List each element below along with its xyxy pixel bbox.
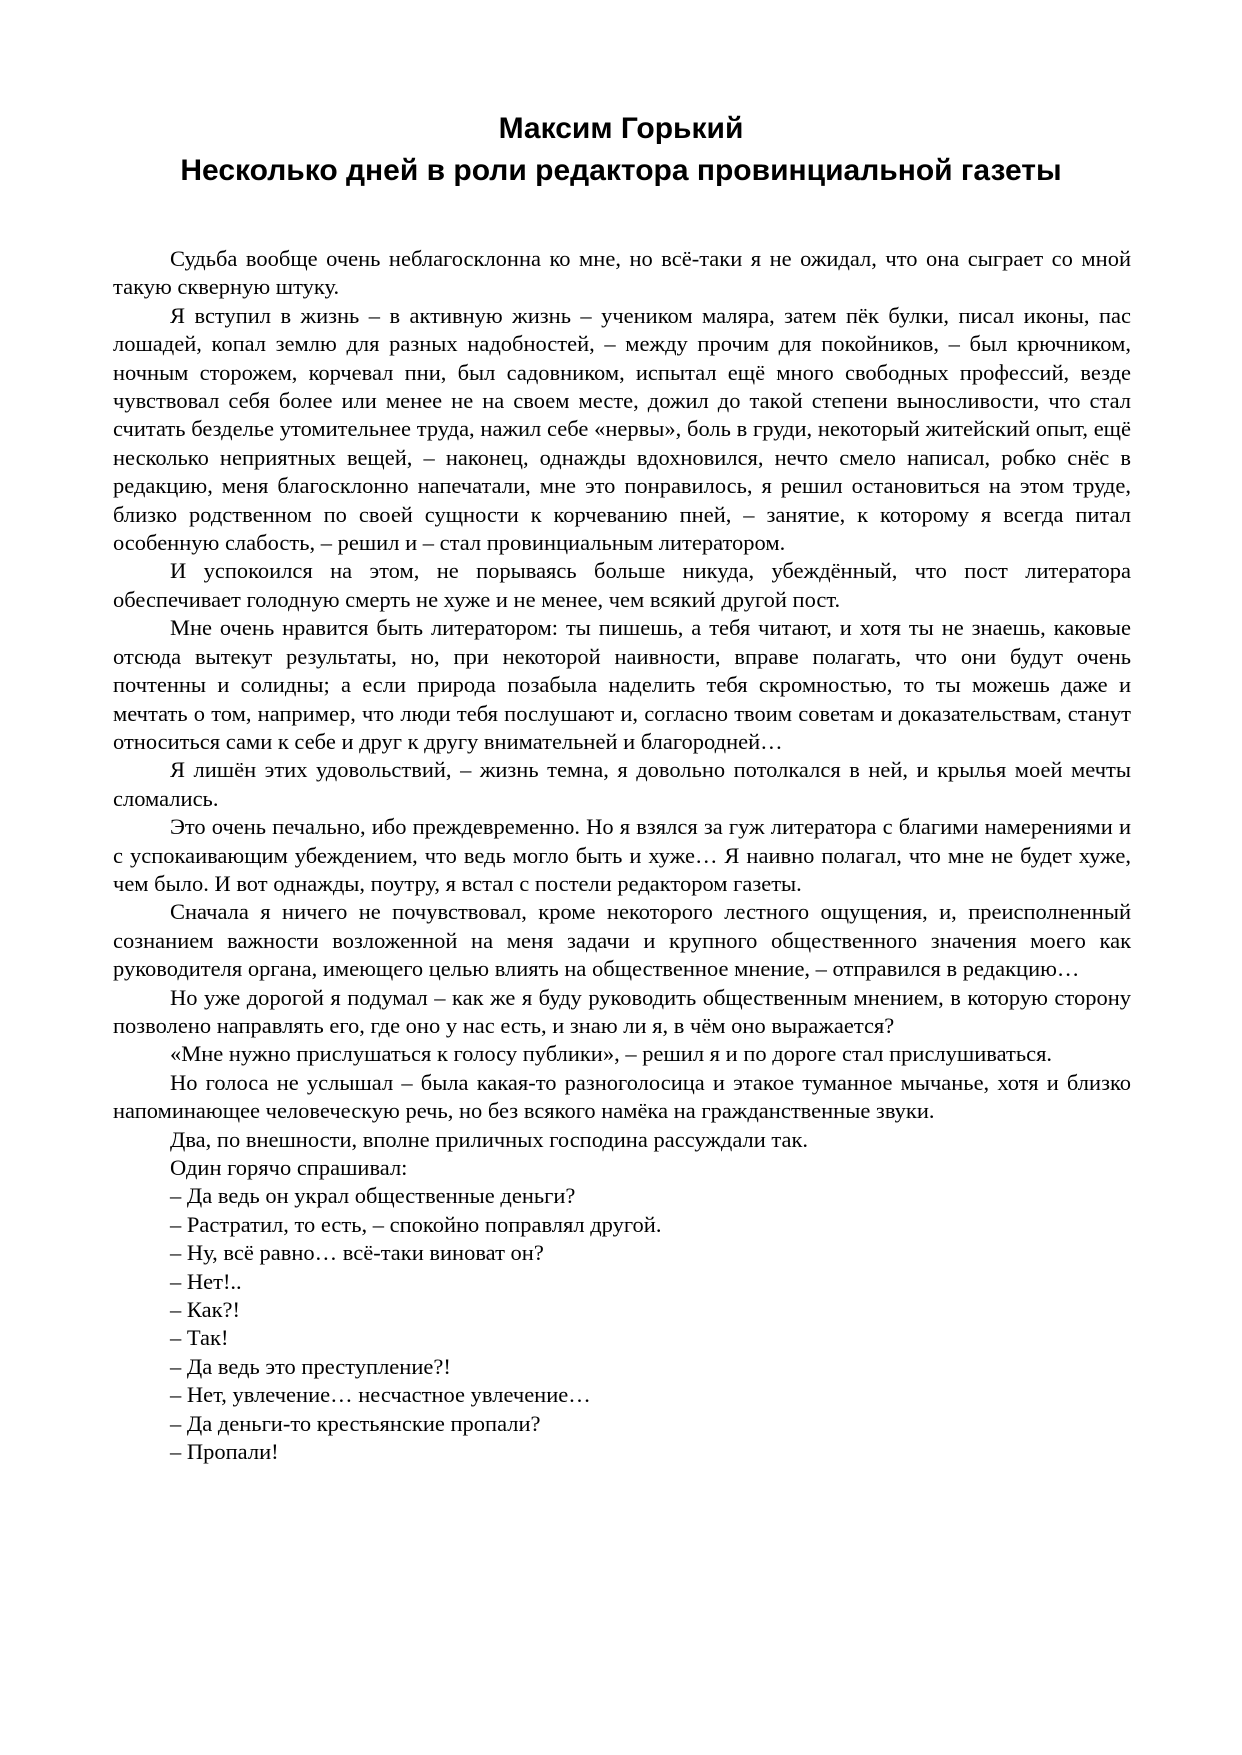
paragraph: Два, по внешности, вполне приличных господина рассуждали так. [170, 1126, 809, 1152]
paragraph: Судьба вообще очень неблагосклонна ко мне, но всё-таки я не ожидал, что она сыграет со мной такую скверную штуку. [113, 246, 1131, 300]
paragraph: Сначала я ничего не почувствовал, кроме некоторого лестного ощущения, и, преисполненный сознанием важности возложенной на меня задачи и крупного общественного значения моего как руководителя органа, имеющего целью влиять на общественное мнение, – отправился в редакцию… [113, 899, 1131, 982]
paragraph: И успокоился на этом, не порываясь больше никуда, убеждённый, что пост литератора обеспечивает голодную смерть не хуже и не менее, чем всякий другой пост. [113, 558, 1131, 612]
dialogue-line: – Нет!.. [170, 1268, 242, 1294]
dialogue-line: – Ну, всё равно… всё-таки виноват он? [170, 1240, 544, 1266]
dialogue-line: – Пропали! [170, 1439, 279, 1465]
dialogue-line: – Растратил, то есть, – спокойно поправлял другой. [170, 1211, 662, 1237]
story-text [113, 245, 1131, 1466]
story-title: Несколько дней в роли редактора провинциальной газеты [180, 154, 1062, 187]
dialogue-line: – Как?! [170, 1297, 240, 1323]
paragraph: Я вступил в жизнь – в активную жизнь – учеником маляра, затем пёк булки, писал иконы, пас лошадей, копал землю для разных надобностей, – между прочим для покойников, – был крючником, ночным сторожем, корчевал пни, был садовником, испытал ещё много свободных профессий, везде чувствовал себя более или менее не на своем месте, дожил до такой степени выносливости, что стал считать безделье утомительнее труда, нажил себе «нервы», боль в груди, некоторый житейский опыт, ещё несколько неприятных вещей, – наконец, однажды вдохновился, нечто смело написал, робко снёс в редакцию, меня благосклонно напечатали, мне это понравилось, я решил остановиться на этом труде, близко родственном по своей сущности к корчеванию пней, – занятие, к которому я всегда питал особенную слабость, – решил и – стал провинциальным литератором. [113, 302, 1131, 556]
dialogue-line: – Нет, увлечение… несчастное увлечение… [170, 1382, 591, 1408]
paragraph: Один горячо спрашивал: [170, 1155, 408, 1180]
dialogue-line: – Да ведь он украл общественные деньги? [170, 1183, 576, 1209]
dialogue-line: – Так! [170, 1325, 229, 1351]
paragraph: Это очень печально, ибо преждевременно. Но я взялся за гуж литератора с благими намерениями и с успокаивающим убеждением, что ведь могло быть и хуже… Я наивно полагал, что мне не будет хуже, чем было. И вот однажды, поутру, я встал с постели редактором газеты. [113, 814, 1131, 896]
paragraph: Но голоса не услышал – была какая-то разноголосица и этакое туманное мычанье, хотя и близко напоминающее человеческую речь, но без всякого намёка на гражданственные звуки. [113, 1069, 1131, 1124]
dialogue-line: – Да деньги-то крестьянские пропали? [170, 1410, 541, 1436]
paragraph: «Мне нужно прислушаться к голосу публики», – решил я и по дороге стал прислушиваться. [170, 1041, 1053, 1067]
dialogue-line: – Да ведь это преступление?! [170, 1353, 451, 1379]
paragraph: Мне очень нравится быть литератором: ты пишешь, а тебя читают, и хотя ты не знаешь, каковые отсюда вытекут результаты, но, при некоторой наивности, вправе полагать, что они будут очень почтенны и солидны; а если природа позабыла наделить тебя скромностью, то ты можешь даже и мечтать о том, например, что люди тебя послушают и, согласно твоим советам и доказательствам, станут относиться сами к себе и друг к другу внимательней и благородней… [113, 615, 1131, 754]
title-block [0, 108, 1242, 192]
author-name: Максим Горький [498, 112, 744, 145]
paragraph: Но уже дорогой я подумал – как же я буду руководить общественным мнением, в которую сторону позволено направлять его, где оно у нас есть, и знаю ли я, в чём оно выражается? [113, 984, 1131, 1038]
paragraph: Я лишён этих удовольствий, – жизнь темна, я довольно потолкался в ней, и крылья моей мечты сломались. [113, 757, 1131, 811]
